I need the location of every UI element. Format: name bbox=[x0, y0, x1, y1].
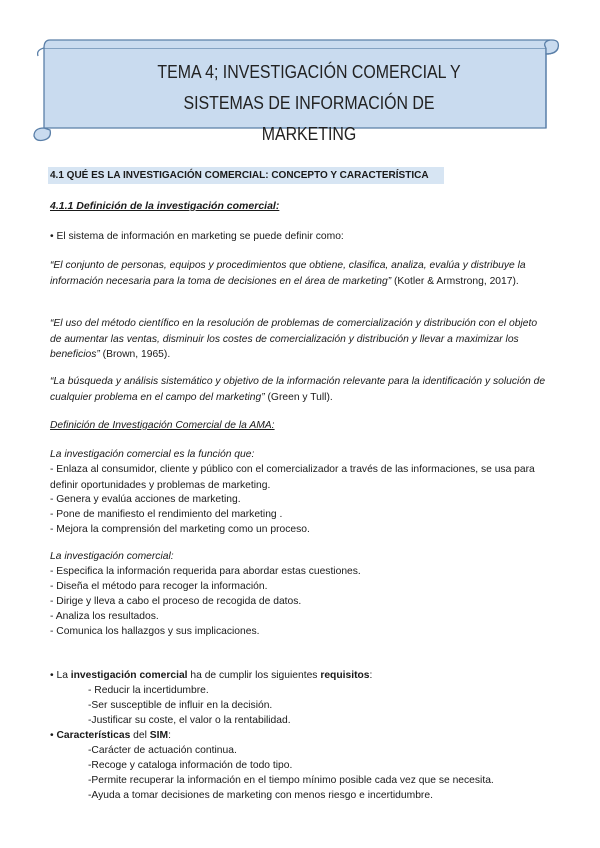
quote-kotler bbox=[50, 258, 550, 289]
document-title bbox=[122, 56, 495, 149]
requisitos-item: -Ser susceptible de influir en la decisión. bbox=[88, 700, 273, 711]
comercial-item: - Diseña el método para recoger la información. bbox=[50, 581, 268, 592]
requisitos-item: -Justificar su coste, el valor o la rentabilidad. bbox=[88, 715, 291, 726]
requisitos-pre: • La bbox=[50, 670, 71, 681]
funcion-item: - Mejora la comprensión del marketing como un proceso. bbox=[50, 524, 310, 535]
caracteristicas-pre: • bbox=[50, 730, 57, 741]
comercial-title: La investigación comercial: bbox=[50, 551, 174, 562]
quote-kotler-cite: (Kotler & Armstrong, 2017). bbox=[391, 275, 519, 287]
quote-brown-text: “El uso del método científico en la resolución de problemas de comercialización y distribución con el objeto de aumentar las ventas, disminuir los costes de comercialización y distribución y llevar a maximizar los beneficios” bbox=[50, 318, 538, 360]
title-line-1: TEMA 4; INVESTIGACIÓN COMERCIAL Y SISTEMAS DE INFORMACIÓN DE bbox=[157, 61, 461, 113]
caracteristicas-item: -Ayuda a tomar decisiones de marketing con menos riesgo e incertidumbre. bbox=[88, 790, 433, 801]
comercial-item: - Analiza los resultados. bbox=[50, 611, 159, 622]
caracteristicas-bold-1: Características bbox=[56, 730, 131, 741]
title-line-2: MARKETING bbox=[261, 123, 357, 144]
quote-brown-cite: (Brown, 1965). bbox=[99, 349, 171, 360]
quote-green-tull bbox=[50, 374, 550, 405]
intro-text: • El sistema de información en marketing se puede definir como: bbox=[50, 231, 344, 242]
requisitos-bold-2: requisitos bbox=[320, 670, 370, 681]
comercial-item: - Comunica los hallazgos y sus implicaciones. bbox=[50, 626, 260, 637]
requisitos-post: : bbox=[369, 670, 373, 681]
caracteristicas-line bbox=[50, 728, 550, 744]
sub-heading: 4.1.1 Definición de la investigación comercial: bbox=[50, 200, 280, 212]
quote-green-tull-cite: (Green y Tull). bbox=[264, 391, 333, 403]
title-banner bbox=[30, 34, 560, 142]
funcion-item: - Enlaza al consumidor, cliente y público con el comercializador a través de las informaciones, se usa para definir oportunidades y problemas de marketing. bbox=[50, 464, 535, 491]
caracteristicas-item: -Permite recuperar la información en el tiempo mínimo posible cada vez que se necesita. bbox=[88, 775, 494, 786]
quote-green-tull-text: “La búsqueda y análisis sistemático y objetivo de la información relevante para la identificación y solución de cualquier problema en el campo del marketing” bbox=[50, 376, 546, 403]
requisitos-mid: ha de cumplir los siguientes bbox=[187, 670, 321, 681]
caracteristicas-post: : bbox=[168, 730, 171, 741]
comercial-item: - Especifica la información requerida para abordar estas cuestiones. bbox=[50, 566, 361, 577]
caracteristicas-bold-2: SIM bbox=[149, 730, 169, 741]
caracteristicas-mid: del bbox=[130, 730, 150, 741]
ama-heading: Definición de Investigación Comercial de la AMA: bbox=[50, 420, 275, 431]
caracteristicas-item: -Recoge y cataloga información de todo tipo. bbox=[88, 760, 293, 771]
funcion-item: - Genera y evalúa acciones de marketing. bbox=[50, 494, 241, 505]
requisitos-line bbox=[50, 668, 550, 684]
funcion-title: La investigación comercial es la función que: bbox=[50, 449, 255, 460]
requisitos-item: - Reducir la incertidumbre. bbox=[88, 685, 209, 696]
comercial-item: - Dirige y lleva a cabo el proceso de recogida de datos. bbox=[50, 596, 302, 607]
caracteristicas-item: -Carácter de actuación continua. bbox=[88, 745, 237, 756]
quote-brown bbox=[50, 316, 550, 363]
requisitos-bold-1: investigación comercial bbox=[70, 670, 188, 681]
funcion-item: - Pone de manifiesto el rendimiento del marketing . bbox=[50, 509, 283, 520]
section-heading: 4.1 QUÉ ES LA INVESTIGACIÓN COMERCIAL: CONCEPTO Y CARACTERÍSTICA bbox=[48, 167, 444, 184]
quote-kotler-text: “El conjunto de personas, equipos y procedimientos que obtiene, clasifica, analiza, evalúa y distribuye la información necesaria para la toma de decisiones en el área de marketing” bbox=[50, 260, 526, 287]
